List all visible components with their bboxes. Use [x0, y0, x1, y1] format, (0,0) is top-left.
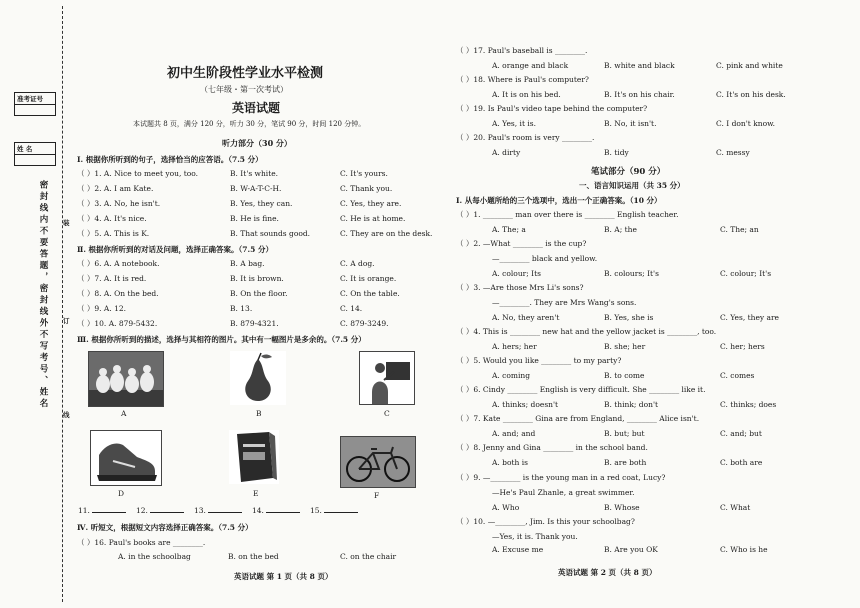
- q17-option-a[interactable]: A. orange and black: [492, 61, 569, 70]
- grammar-q5[interactable]: （ ）5. Would you like ________ to my party?: [456, 356, 622, 365]
- grammar-q8-option-c[interactable]: C. both are: [720, 458, 763, 467]
- grammar-q5-option-b[interactable]: B. to come: [604, 371, 645, 380]
- q4-option-c[interactable]: C. He is at home.: [340, 214, 406, 223]
- q4-option-b[interactable]: B. He is fine.: [230, 214, 279, 223]
- q18-option-a[interactable]: A. It is on his bed.: [492, 90, 561, 99]
- grammar-q6[interactable]: （ ）6. Cindy ________ English is very difficult. She ________ like it.: [456, 385, 706, 394]
- answer-blank-11[interactable]: 11.: [78, 506, 126, 515]
- grammar-q3-option-c[interactable]: C. Yes, they are: [720, 313, 779, 322]
- grammar-q9-option-a[interactable]: A. Who: [492, 503, 520, 512]
- q7-option-b[interactable]: B. It is brown.: [230, 274, 284, 283]
- picture-d-sneaker: [90, 430, 162, 486]
- section-3-heading: Ⅲ. 根据你所听到的描述，选择与其相符的图片。其中有一幅图片是多余的。（7.5 分）: [77, 335, 366, 344]
- grammar-q10-option-a[interactable]: A. Excuse me: [492, 545, 544, 554]
- q5-option-c[interactable]: C. They are on the desk.: [340, 229, 433, 238]
- grammar-q8-option-b[interactable]: B. are both: [604, 458, 647, 467]
- grammar-q10[interactable]: （ ）10. —________, Jim. Is this your schoolbag?: [456, 517, 635, 526]
- answer-blank-13[interactable]: 13.: [194, 506, 242, 515]
- grammar-q2[interactable]: （ ）2. —What ________ is the cup?: [456, 239, 587, 248]
- picture-a-label: A: [121, 409, 127, 418]
- seal-mark-2: 订: [63, 317, 70, 325]
- question-17[interactable]: （ ）17. Paul's baseball is ________.: [456, 46, 588, 55]
- q3-option-c[interactable]: C. Yes, they are.: [340, 199, 402, 208]
- grammar-q4-option-b[interactable]: B. she; her: [604, 342, 646, 351]
- written-section-1-heading: Ⅰ. 从每小题所给的三个选项中，选出一个正确答案。（10 分）: [456, 196, 662, 205]
- grammar-q9-option-c[interactable]: C. What: [720, 503, 751, 512]
- q17-option-b[interactable]: B. white and black: [604, 61, 675, 70]
- picture-f-label: F: [374, 491, 380, 500]
- grammar-q5-option-c[interactable]: C. comes: [720, 371, 755, 380]
- picture-a-ducks: [88, 351, 164, 407]
- section-2-heading: Ⅱ. 根据你所听到的对话及问题，选择正确答案。（7.5 分）: [77, 245, 273, 254]
- name-box[interactable]: [14, 142, 56, 166]
- listening-heading: 听力部分（30 分）: [222, 138, 292, 148]
- grammar-q6-option-a[interactable]: A. thinks; doesn't: [492, 400, 559, 409]
- seal-mark-1: 装: [63, 219, 70, 227]
- grammar-q3-line2: —________. They are Mrs Wang's sons.: [492, 298, 637, 307]
- q1-option-c[interactable]: C. It's yours.: [340, 169, 388, 178]
- q18-option-b[interactable]: B. It's on his chair.: [604, 90, 675, 99]
- q10-option-a[interactable]: （ ）10. A. 879-5432.: [77, 319, 158, 328]
- q6-option-b[interactable]: B. A bag.: [230, 259, 265, 268]
- q6-option-a[interactable]: （ ）6. A. A notebook.: [77, 259, 160, 268]
- grammar-q6-option-b[interactable]: B. think; don't: [604, 400, 659, 409]
- grammar-q10-line2: —Yes, it is. Thank you.: [492, 532, 578, 541]
- written-heading: 笔试部分（90 分）: [591, 167, 666, 177]
- q7-option-c[interactable]: C. It is orange.: [340, 274, 397, 283]
- grammar-q7-option-b[interactable]: B. but; but: [604, 429, 645, 438]
- part-1-heading: 一、语言知识运用（共 35 分）: [579, 181, 685, 190]
- grammar-q9-line2: —He's Paul Zhanle, a great swimmer.: [492, 488, 635, 497]
- grammar-q4[interactable]: （ ）4. This is ________ new hat and the yellow jacket is ________, too.: [456, 327, 717, 336]
- picture-e-label: E: [253, 489, 259, 498]
- grammar-q7-option-a[interactable]: A. and; and: [492, 429, 536, 438]
- q3-option-a[interactable]: （ ）3. A. No, he isn't.: [77, 199, 161, 208]
- grammar-q5-option-a[interactable]: A. coming: [492, 371, 531, 380]
- question-19[interactable]: （ ）19. Is Paul's video tape behind the computer?: [456, 104, 648, 113]
- question-16[interactable]: （ ）16. Paul's books are ________.: [77, 538, 206, 547]
- q20-option-c[interactable]: C. messy: [716, 148, 750, 157]
- q5-option-b[interactable]: B. That sounds good.: [230, 229, 311, 238]
- grammar-q10-option-b[interactable]: B. Are you OK: [604, 545, 658, 554]
- exam-number-label: 准考证号: [15, 93, 55, 105]
- q8-option-c[interactable]: C. On the table.: [340, 289, 400, 298]
- grammar-q2-line2: —________ black and yellow.: [492, 254, 598, 263]
- q9-option-b[interactable]: B. 13.: [230, 304, 253, 313]
- exam-subtitle: （七年级・第一次考试）: [200, 85, 288, 94]
- q1-option-b[interactable]: B. It's white.: [230, 169, 279, 178]
- answer-blank-14[interactable]: 14.: [252, 506, 300, 515]
- grammar-q1-option-b[interactable]: B. A; the: [604, 225, 637, 234]
- section-4-heading: Ⅳ. 听短文，根据短文内容选择正确答案。（7.5 分）: [77, 523, 253, 532]
- seal-warning-text: 密封线内不要答题，密封线外不写考号、姓名: [38, 180, 48, 410]
- q9-option-a[interactable]: （ ）9. A. 12.: [77, 304, 127, 313]
- grammar-q8[interactable]: （ ）8. Jenny and Gina ________ in the school band.: [456, 443, 648, 452]
- seal-line: [62, 6, 63, 602]
- q19-option-b[interactable]: B. No, it isn't.: [604, 119, 657, 128]
- question-20[interactable]: （ ）20. Paul's room is very ________.: [456, 133, 595, 142]
- grammar-q6-option-c[interactable]: C. thinks; does: [720, 400, 777, 409]
- grammar-q2-option-b[interactable]: B. colours; It's: [604, 269, 659, 278]
- picture-f-bicycle: [340, 436, 416, 488]
- picture-d-label: D: [118, 489, 125, 498]
- grammar-q3[interactable]: （ ）3. —Are those Mrs Li's sons?: [456, 283, 584, 292]
- grammar-q9[interactable]: （ ）9. —________ is the young man in a red coat, Lucy?: [456, 473, 666, 482]
- q8-option-a[interactable]: （ ）8. A. On the bed.: [77, 289, 159, 298]
- q18-option-c[interactable]: C. It's on his desk.: [716, 90, 786, 99]
- grammar-q7-option-c[interactable]: C. and; but: [720, 429, 762, 438]
- grammar-q8-option-a[interactable]: A. both is: [492, 458, 528, 467]
- q16-option-a[interactable]: A. in the schoolbag: [118, 552, 191, 561]
- q9-option-c[interactable]: C. 14.: [340, 304, 363, 313]
- exam-title: 初中生阶段性学业水平检测: [167, 66, 324, 81]
- name-label: 姓 名: [15, 143, 55, 155]
- q8-option-b[interactable]: B. On the floor.: [230, 289, 288, 298]
- subject-title: 英语试题: [232, 101, 281, 115]
- q3-option-b[interactable]: B. Yes, they can.: [230, 199, 293, 208]
- grammar-q3-option-a[interactable]: A. No, they aren't: [492, 313, 560, 322]
- seal-mark-3: 线: [63, 411, 70, 419]
- q20-option-b[interactable]: B. tidy: [604, 148, 629, 157]
- picture-e-dictionary: [229, 430, 279, 484]
- q10-option-b[interactable]: B. 879-4321.: [230, 319, 279, 328]
- answer-blank-15[interactable]: 15.: [310, 506, 358, 515]
- q1-option-a[interactable]: （ ）1. A. Nice to meet you, too.: [77, 169, 199, 178]
- q4-option-a[interactable]: （ ）4. A. It's nice.: [77, 214, 147, 223]
- q5-option-a[interactable]: （ ）5. A. This is K.: [77, 229, 150, 238]
- picture-c-teacher: [359, 351, 415, 405]
- q16-option-c[interactable]: C. on the chair: [340, 552, 397, 561]
- instructions: 本试题共 8 页，满分 120 分，听力 30 分，笔试 90 分，时间 120 分钟。: [133, 120, 366, 128]
- q16-option-b[interactable]: B. on the bed: [228, 552, 279, 561]
- grammar-q3-option-b[interactable]: B. Yes, she is: [604, 313, 654, 322]
- question-18[interactable]: （ ）18. Where is Paul's computer?: [456, 75, 589, 84]
- q20-option-a[interactable]: A. dirty: [492, 148, 521, 157]
- q2-option-a[interactable]: （ ）2. A. I am Kate.: [77, 184, 154, 193]
- page-1-footer: 英语试题 第 1 页（共 8 页）: [234, 572, 333, 581]
- section-1-heading: Ⅰ. 根据你所听到的句子，选择恰当的应答语。（7.5 分）: [77, 155, 263, 164]
- q19-option-a[interactable]: A. Yes, it is.: [492, 119, 536, 128]
- grammar-q10-option-c[interactable]: C. Who is he: [720, 545, 768, 554]
- q10-option-c[interactable]: C. 879-3249.: [340, 319, 389, 328]
- grammar-q2-option-c[interactable]: C. colour; It's: [720, 269, 772, 278]
- q6-option-c[interactable]: C. A dog.: [340, 259, 375, 268]
- q2-option-b[interactable]: B. W-A-T-C-H.: [230, 184, 282, 193]
- grammar-q4-option-a[interactable]: A. hers; her: [492, 342, 537, 351]
- q19-option-c[interactable]: C. I don't know.: [716, 119, 775, 128]
- grammar-q7[interactable]: （ ）7. Kate ________ Gina are from England, ________ Alice isn't.: [456, 414, 700, 423]
- q7-option-a[interactable]: （ ）7. A. It is red.: [77, 274, 147, 283]
- picture-b-label: B: [256, 409, 262, 418]
- q17-option-c[interactable]: C. pink and white: [716, 61, 783, 70]
- page-2-footer: 英语试题 第 2 页（共 8 页）: [558, 568, 657, 577]
- grammar-q1-option-c[interactable]: C. The; an: [720, 225, 759, 234]
- grammar-q9-option-b[interactable]: B. Whose: [604, 503, 640, 512]
- grammar-q1-option-a[interactable]: A. The; a: [492, 225, 526, 234]
- grammar-q4-option-c[interactable]: C. her; hers: [720, 342, 765, 351]
- grammar-q1[interactable]: （ ）1. ________ man over there is ________ English teacher.: [456, 210, 679, 219]
- q2-option-c[interactable]: C. Thank you.: [340, 184, 393, 193]
- grammar-q2-option-a[interactable]: A. colour; Its: [492, 269, 541, 278]
- picture-c-label: C: [384, 409, 390, 418]
- exam-number-box[interactable]: [14, 92, 56, 116]
- picture-b-pear: [230, 351, 286, 405]
- answer-blank-12[interactable]: 12.: [136, 506, 184, 515]
